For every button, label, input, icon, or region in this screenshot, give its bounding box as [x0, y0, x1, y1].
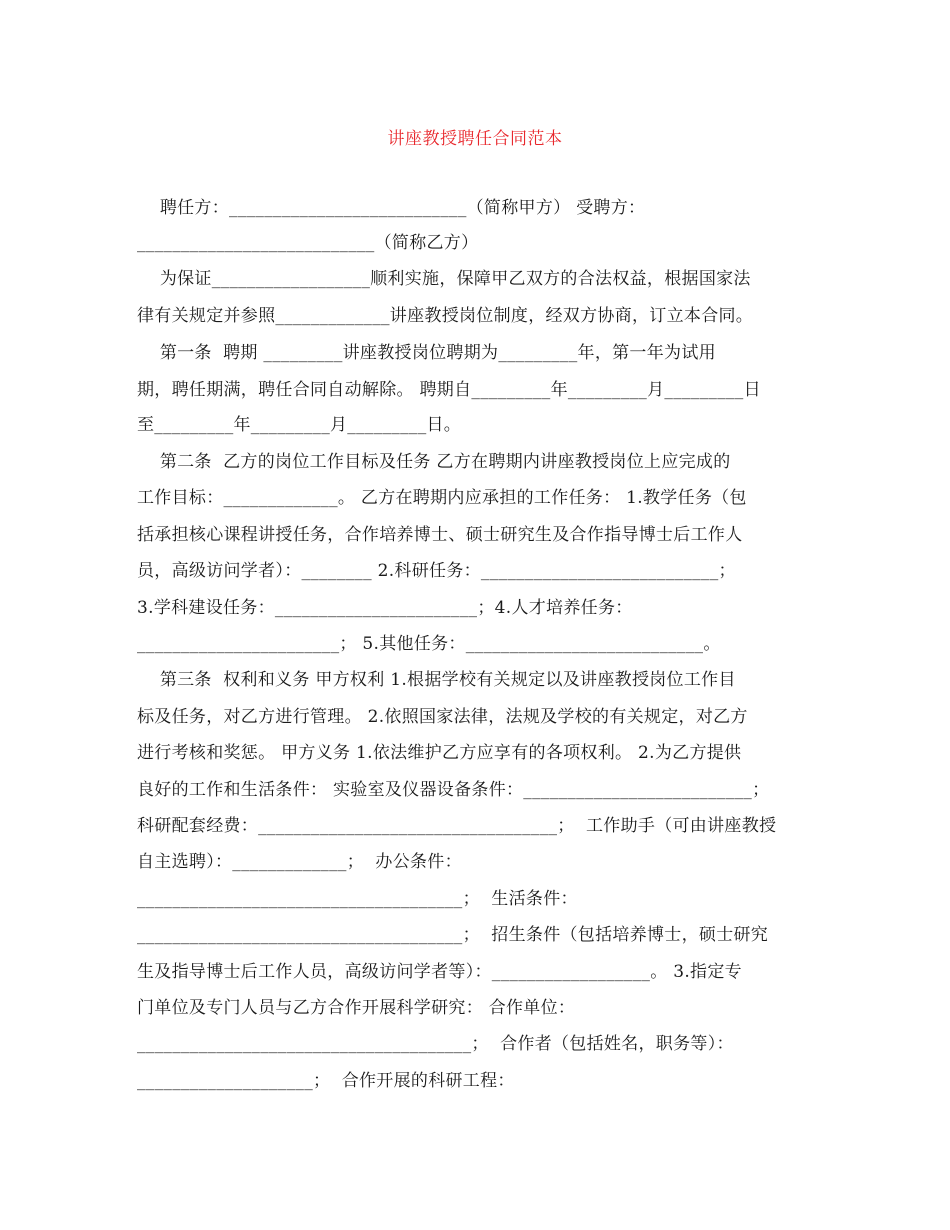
body-line: 良好的工作和生活条件： 实验室及仪器设备条件：__________________________； [137, 780, 770, 800]
body-line: 为保证__________________顺利实施，保障甲乙双方的合法权益，根据国家法 [137, 269, 751, 289]
body-line: 聘任方：___________________________（简称甲方） 受聘方： [137, 198, 646, 218]
body-line: 科研配套经费：__________________________________； 工作助手（可由讲座教授 [137, 816, 777, 836]
body-line: _______________________； 5.其他任务：___________________________。 [137, 634, 721, 654]
body-line: 门单位及专门人员与乙方合作开展科学研究： 合作单位： [137, 998, 576, 1018]
body-line: 员，高级访问学者）：________ 2.科研任务：___________________________； [137, 561, 736, 581]
body-line: _____________________________________； 生活条件： [137, 889, 578, 909]
body-line: 括承担核心课程讲授任务，合作培养博士、硕士研究生及合作指导博士后工作人 [137, 525, 743, 545]
body-line: 生及指导博士后工作人员，高级访问学者等）：__________________。 3.指定专 [137, 962, 742, 982]
body-line: 律有关规定并参照_____________讲座教授岗位制度，经双方协商，订立本合同。 [137, 306, 754, 326]
body-line: 进行考核和奖惩。 甲方义务 1.依法维护乙方应享有的各项权利。 2.为乙方提供 [137, 743, 742, 763]
body-line: 工作目标：_____________。 乙方在聘期内应承担的工作任务： 1.教学任务（包 [137, 488, 747, 508]
body-line: 标及任务，对乙方进行管理。 2.依照国家法律，法规及学校的有关规定，对乙方 [137, 707, 748, 727]
body-line: 自主选聘）：_____________； 办公条件： [137, 852, 462, 872]
body-line: 期，聘任期满，聘任合同自动解除。 聘期自_________年_________月_________日 [137, 380, 761, 400]
body-line: 3.学科建设任务：_______________________；4.人才培养任务： [137, 598, 633, 618]
body-line: 至_________年_________月_________日。 [137, 415, 462, 435]
body-line: 第二条 乙方的岗位工作目标及任务 乙方在聘期内讲座教授岗位上应完成的 [137, 452, 731, 472]
body-line: ____________________； 合作开展的科研工程： [137, 1071, 515, 1091]
document-title: 讲座教授聘任合同范本 [387, 129, 563, 149]
body-line: 第一条 聘期 _________讲座教授岗位聘期为_________年，第一年为试用 [137, 343, 716, 363]
body-line: ___________________________（简称乙方） [137, 233, 479, 253]
body-line: _____________________________________； 招生条件（包括培养博士，硕士研究 [137, 925, 769, 945]
body-line: ______________________________________； 合作者（包括姓名，职务等）： [137, 1034, 734, 1054]
body-line: 第三条 权利和义务 甲方权利 1.根据学校有关规定以及讲座教授岗位工作目 [137, 670, 736, 690]
